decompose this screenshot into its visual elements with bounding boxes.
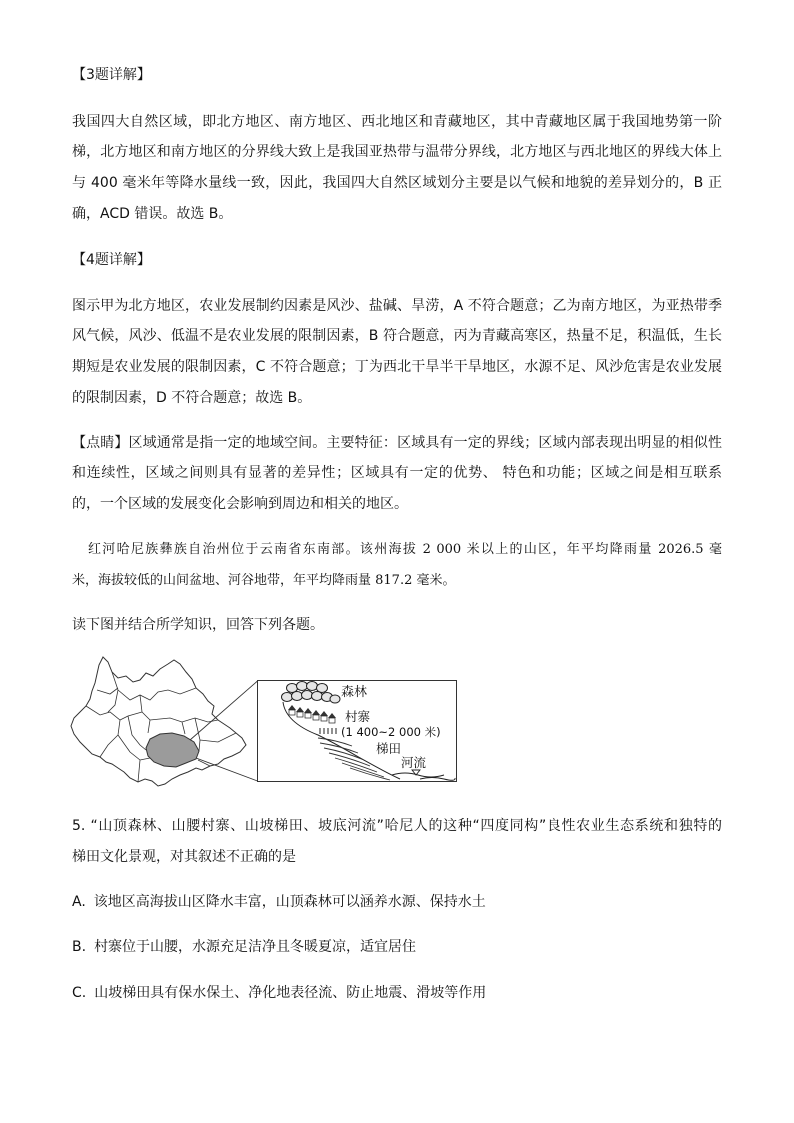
- paragraph-line: 期短是农业发展的限制因素，C 不符合题意；丁为西北干旱半干旱地区，水源不足、风沙危害是农业发展: [72, 358, 722, 375]
- question-5-stem: [72, 811, 722, 872]
- paragraph-line: 的限制因素，D 不符合题意；故选 B。: [72, 389, 312, 406]
- tree: [282, 692, 293, 701]
- document-body: [72, 60, 722, 1009]
- label-village: 村寨: [345, 708, 371, 724]
- tree: [292, 691, 303, 700]
- option-text: 村寨位于山腰，水源充足洁净且冬暖夏凉，适宜居住: [94, 939, 417, 956]
- option-text: 山坡梯田具有保水保土、净化地表径流、防止地震、滑坡等作用: [94, 985, 487, 1002]
- option-c: [72, 978, 722, 1009]
- callout-line-bottom: [196, 758, 258, 781]
- paragraph-line: 我国四大自然区域，即北方地区、南方地区、西北地区和青藏地区，其中青藏地区属于我国地势第一阶: [72, 113, 722, 130]
- question-line: 5. “山顶森林、山腰村寨、山坡梯田、坡底河流”哈尼人的这种“四度同构”良性农业生态系统和独特的: [72, 818, 722, 835]
- label-forest: 森林: [341, 684, 368, 700]
- paragraph-line: 图示甲为北方地区，农业发展制约因素是风沙、盐碱、旱涝，A 不符合题意；乙为南方地区，为亚热带季: [72, 297, 722, 314]
- explanation-4-heading: 【4题详解】: [72, 251, 151, 268]
- label-terraces: 梯田: [376, 740, 402, 756]
- paragraph-line: 风气候，风沙、低温不是农业发展的限制因素，B 符合题意，丙为青藏高寒区，热量不足，积温低，生长: [72, 328, 722, 345]
- explanation-3-paragraph: [72, 107, 722, 230]
- paragraph-line: 【点睛】区域通常是指一定的地域空间。主要特征：区域具有一定的界线；区域内部表现出明显的相似性: [72, 434, 722, 451]
- figure: [68, 656, 460, 788]
- label-altitude: (1 400~2 000 米): [341, 724, 441, 739]
- tip-paragraph: [72, 428, 722, 520]
- tree: [302, 690, 313, 699]
- paragraph-line: 与 400 毫米年等降水量线一致，因此，我国四大自然区域划分主要是以气候和地貌的差异划分的，B 正: [72, 175, 722, 192]
- question-line: 梯田文化景观，对其叙述不正确的是: [72, 849, 296, 866]
- paragraph-line: 梯，北方地区和南方地区的分界线大致上是我国亚热带与温带分界线，北方地区与西北地区的界线大体上: [72, 144, 722, 161]
- option-label: A.: [72, 894, 86, 911]
- material-paragraph: [72, 534, 722, 596]
- option-a: [72, 887, 722, 918]
- label-river: 河流: [401, 754, 427, 770]
- option-label: B.: [72, 939, 87, 956]
- option-label: C.: [72, 985, 87, 1002]
- instruction-text: 读下图并结合所学知识，回答下列各题。: [72, 616, 324, 633]
- option-text: 该地区高海拔山区降水丰富，山顶森林可以涵养水源、保持水土: [93, 894, 486, 911]
- tree: [312, 691, 323, 700]
- explanation-4-paragraph: [72, 291, 722, 414]
- tree: [330, 695, 340, 703]
- explanation-3-heading: 【3题详解】: [72, 67, 151, 83]
- paragraph-line: 的，一个区域的发展变化会影响到周边和相关的地区。: [72, 495, 408, 512]
- tree: [297, 681, 308, 690]
- tree: [307, 681, 318, 690]
- paragraph-line: 米，海拔较低的山间盆地、河谷地带，年平均降雨量 817.2 毫米。: [72, 572, 456, 588]
- map-figure: [68, 656, 460, 788]
- paragraph-line: 红河哈尼族彝族自治州位于云南省东南部。该州海拔 2 000 米以上的山区，年平均降雨量 2026.5 毫: [88, 541, 722, 557]
- paragraph-line: 确，ACD 错误。故选 B。: [72, 205, 233, 222]
- option-b: [72, 932, 722, 963]
- paragraph-line: 和连续性，区域之间则具有显著的差异性；区域具有一定的优势、 特色和功能；区域之间是相互联系: [72, 465, 722, 482]
